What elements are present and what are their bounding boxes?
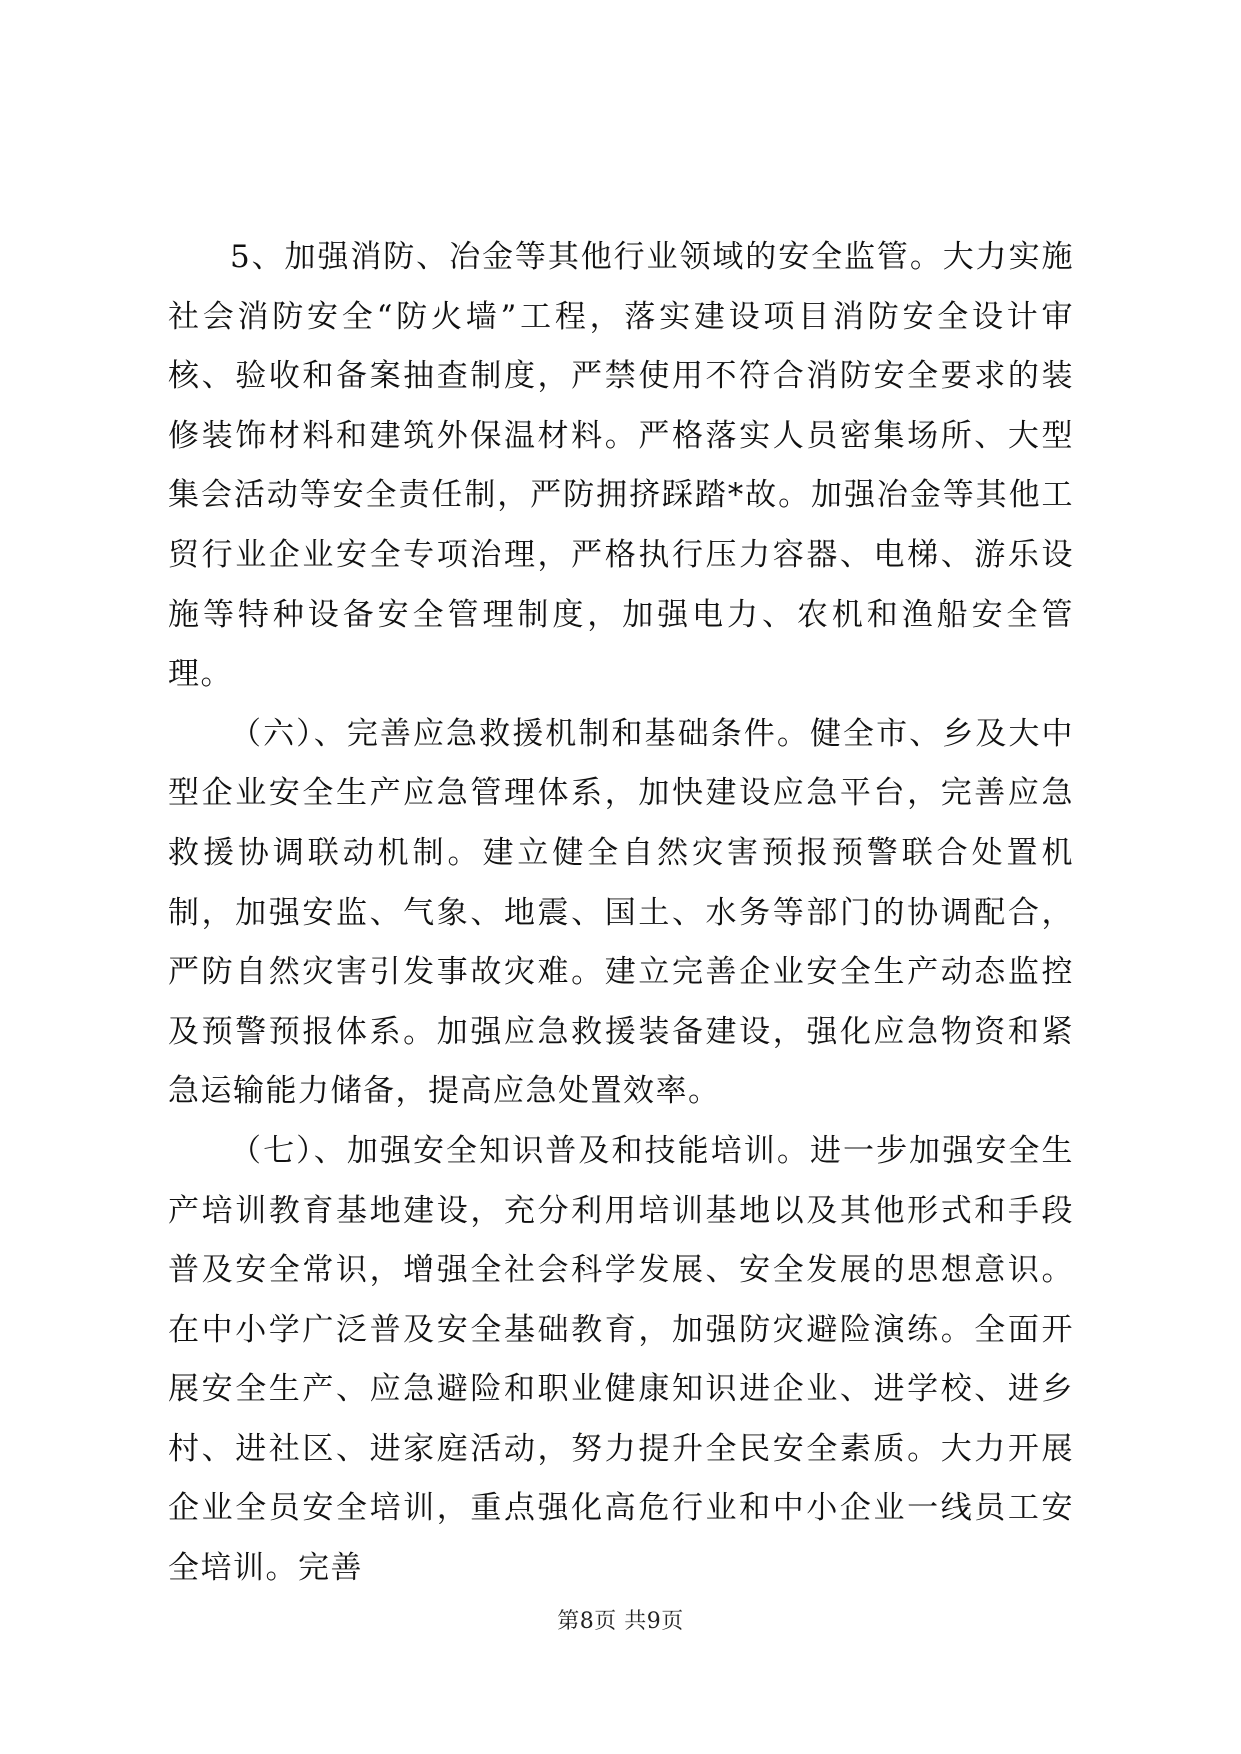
paragraph-emergency-rescue: （六）、完善应急救援机制和基础条件。健全市、乡及大中型企业安全生产应急管理体系，加快建设应急平台，完善应急救援协调联动机制。建立健全自然灾害预报预警联合处置机制，加强安监、气象、地震、国土、水务等部门的协调配合，严防自然灾害引发事故灾难。建立完善企业安全生产动态监控及预警预报体系。加强应急救援装备建设，强化应急物资和紧急运输能力储备，提高应急处置效率。 <box>168 715 1074 1110</box>
document-body <box>168 228 1074 1599</box>
paragraph-safety-training: （七）、加强安全知识普及和技能培训。进一步加强安全生产培训教育基地建设，充分利用培训基地以及其他形式和手段普及安全常识，增强全社会科学发展、安全发展的思想意识。在中小学广泛普及安全基础教育，加强防灾避险演练。全面开展安全生产、应急避险和职业健康知识进企业、进学校、进乡村、进社区、进家庭活动，努力提升全民安全素质。大力开展企业全员安全培训，重点强化高危行业和中小企业一线员工安全培训。完善 <box>168 1132 1074 1587</box>
page-number-footer: 第8页 共9页 <box>557 1609 684 1634</box>
paragraph-fire-metallurgy-supervision: 5、加强消防、冶金等其他行业领域的安全监管。大力实施社会消防安全“防火墙”工程，落实建设项目消防安全设计审核、验收和备案抽查制度，严禁使用不符合消防安全要求的装修装饰材料和建筑外保温材料。严格落实人员密集场所、大型集会活动等安全责任制，严防拥挤踩踏*故。加强冶金等其他工贸行业企业安全专项治理，严格执行压力容器、电梯、游乐设施等特种设备安全管理制度，加强电力、农机和渔船安全管理。 <box>168 239 1074 693</box>
